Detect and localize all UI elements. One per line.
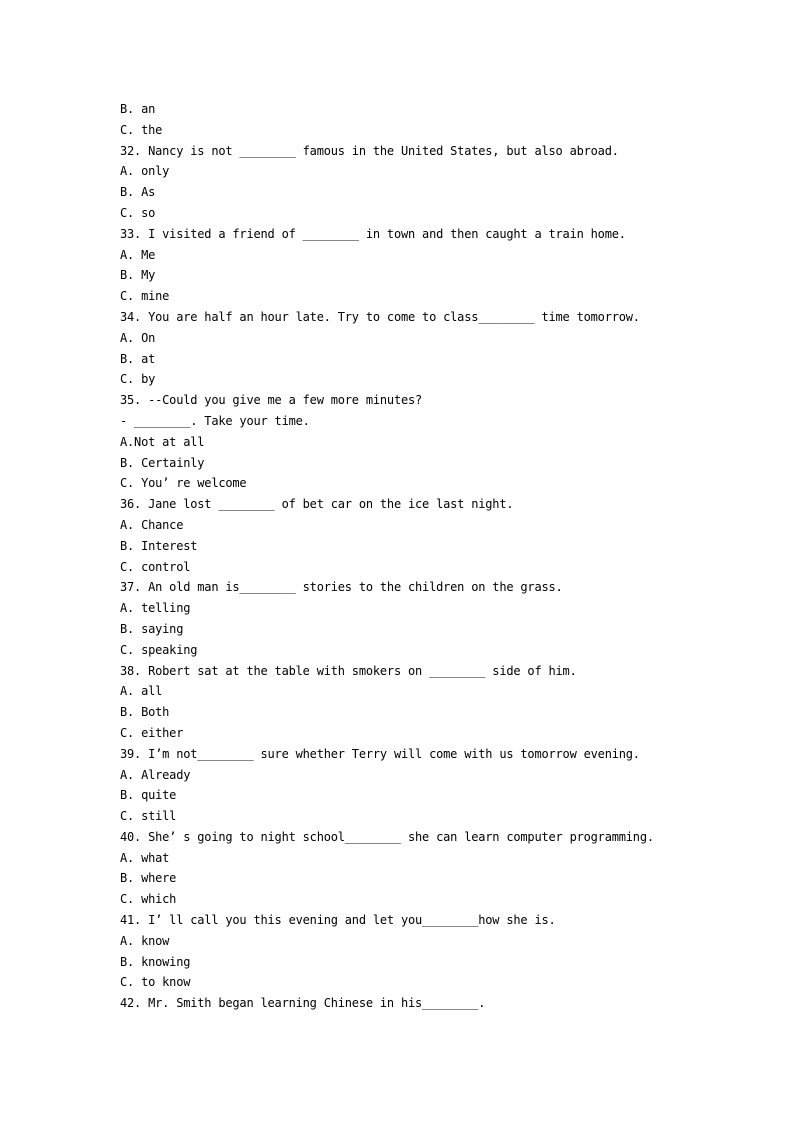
question-39: 39. I’m not________ sure whether Terry will come with us tomorrow evening. — [120, 746, 640, 761]
option-c-37: C. speaking — [120, 642, 198, 657]
option-b-41: B. knowing — [120, 954, 191, 969]
option-b-33: B. My — [120, 268, 156, 283]
option-b-34: B. at — [120, 351, 156, 366]
option-b-37: B. saying — [120, 621, 184, 636]
question-list — [120, 99, 720, 1014]
option-a-34: A. On — [120, 330, 156, 345]
option-b-38: B. Both — [120, 705, 170, 720]
option-a-36: A. Chance — [120, 517, 184, 532]
question-36: 36. Jane lost ________ of bet car on the ice last night. — [120, 497, 514, 512]
option-a-37: A. telling — [120, 601, 191, 616]
option-a-35: A.Not at all — [120, 434, 205, 449]
option-c-31: C. the — [120, 122, 163, 137]
question-34: 34. You are half an hour late. Try to come to class________ time tomorrow. — [120, 309, 640, 324]
option-b-35: B. Certainly — [120, 455, 205, 470]
question-32: 32. Nancy is not ________ famous in the United States, but also abroad. — [120, 143, 619, 158]
option-c-32: C. so — [120, 205, 156, 220]
option-a-41: A. know — [120, 933, 170, 948]
option-c-40: C. which — [120, 892, 177, 907]
question-33: 33. I visited a friend of ________ in town and then caught a train home. — [120, 226, 626, 241]
option-a-40: A. what — [120, 850, 170, 865]
question-42: 42. Mr. Smith began learning Chinese in his________. — [120, 996, 486, 1011]
question-40: 40. She’ s going to night school________ she can learn computer programming. — [120, 829, 654, 844]
option-b-31: B. an — [120, 102, 156, 116]
option-c-38: C. either — [120, 725, 184, 740]
option-b-32: B. As — [120, 185, 156, 200]
option-c-41: C. to know — [120, 975, 191, 990]
question-37: 37. An old man is________ stories to the children on the grass. — [120, 580, 563, 595]
option-a-32: A. only — [120, 164, 170, 179]
option-a-39: A. Already — [120, 767, 191, 782]
option-c-34: C. by — [120, 372, 156, 387]
option-c-35: C. You’ re welcome — [120, 476, 247, 491]
option-b-40: B. where — [120, 871, 177, 886]
option-b-36: B. Interest — [120, 538, 198, 553]
question-41: 41. I’ ll call you this evening and let you________how she is. — [120, 913, 556, 928]
option-b-39: B. quite — [120, 788, 177, 803]
question-35: 35. --Could you give me a few more minutes? — [120, 393, 423, 408]
option-c-33: C. mine — [120, 289, 170, 304]
option-c-36: C. control — [120, 559, 191, 574]
option-c-39: C. still — [120, 809, 177, 824]
question-38: 38. Robert sat at the table with smokers on ________ side of him. — [120, 663, 577, 678]
option-a-33: A. Me — [120, 247, 156, 262]
question-35-reply: - ________. Take your time. — [120, 413, 310, 428]
option-a-38: A. all — [120, 684, 163, 699]
